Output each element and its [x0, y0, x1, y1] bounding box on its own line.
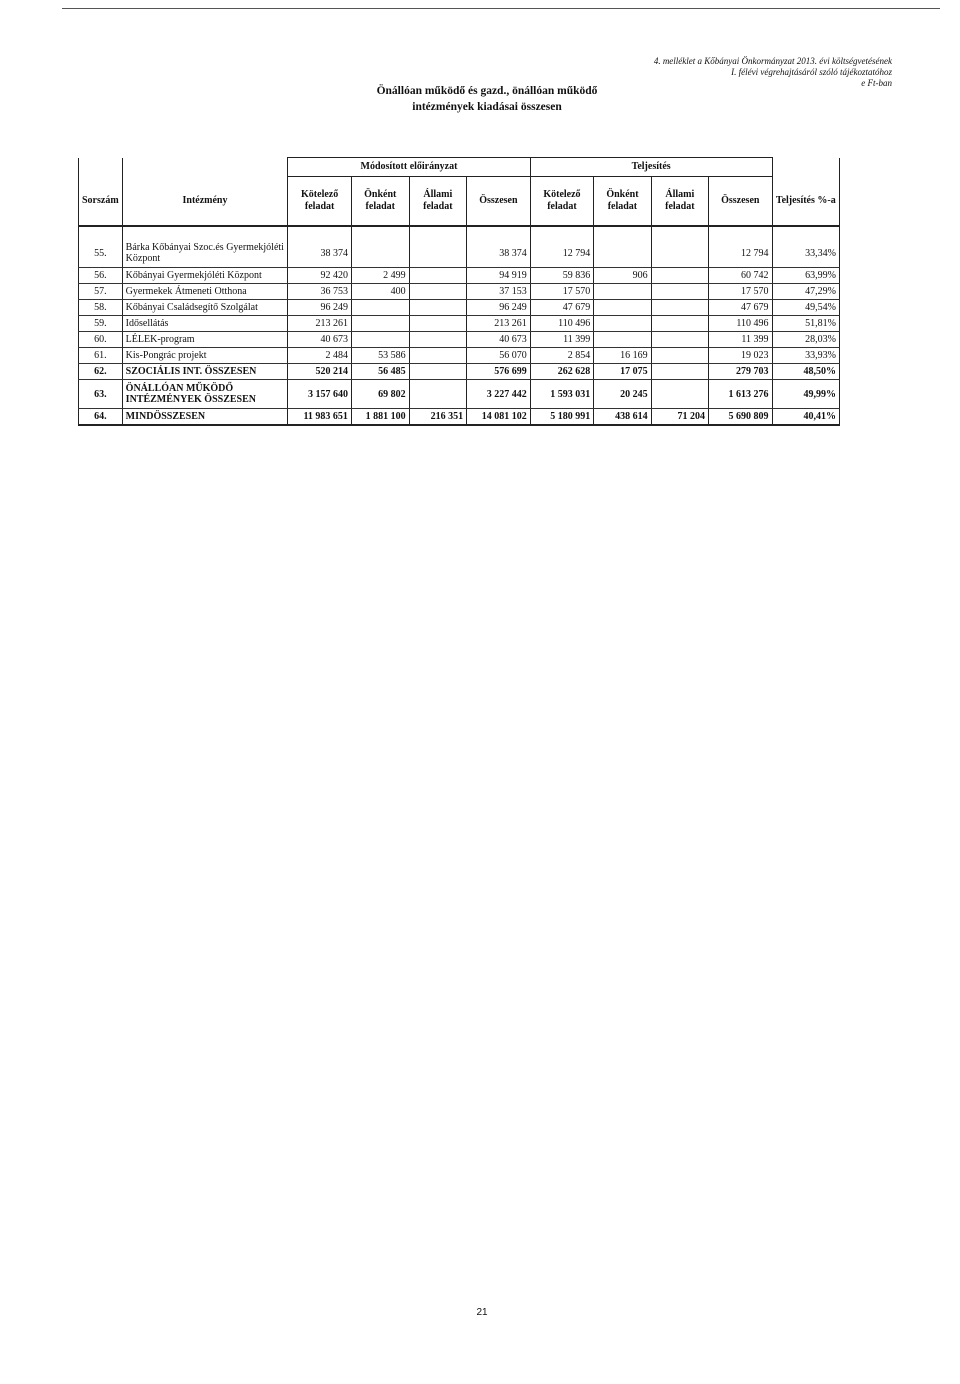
- annex-note-line1: 4. melléklet a Kőbányai Önkormányzat 2013. évi költségvetésének: [653, 56, 892, 66]
- act-onkent: [594, 239, 651, 268]
- col-header-percent: Teljesítés %-a: [772, 177, 839, 227]
- row-number: 59.: [79, 316, 123, 332]
- completion-percent: 49,54%: [772, 300, 839, 316]
- act-osszesen: 110 496: [709, 316, 773, 332]
- row-number: 57.: [79, 284, 123, 300]
- mod-osszesen: 38 374: [467, 239, 531, 268]
- mod-allami: [409, 364, 466, 380]
- act-onkent: 20 245: [594, 380, 651, 409]
- row-number: 62.: [79, 364, 123, 380]
- table-row: [79, 268, 840, 284]
- act-osszesen: 5 690 809: [709, 409, 773, 426]
- mod-osszesen: 14 081 102: [467, 409, 531, 426]
- act-onkent: [594, 300, 651, 316]
- col-header-intezmeny: Intézmény: [122, 177, 288, 227]
- act-allami: [651, 284, 708, 300]
- mod-osszesen: 3 227 442: [467, 380, 531, 409]
- mod-osszesen: 96 249: [467, 300, 531, 316]
- completion-percent: 28,03%: [772, 332, 839, 348]
- expenditure-table: [78, 157, 840, 426]
- act-osszesen: 60 742: [709, 268, 773, 284]
- act-allami: 71 204: [651, 409, 708, 426]
- act-onkent: 17 075: [594, 364, 651, 380]
- table-row: [79, 239, 840, 268]
- col-header-mod-allami: Állami feladat: [409, 177, 466, 227]
- page-title-line2: intézmények kiadásai összesen: [412, 101, 562, 113]
- mod-allami: [409, 239, 466, 268]
- mod-kotelezo: 213 261: [288, 316, 352, 332]
- act-osszesen: 17 570: [709, 284, 773, 300]
- act-onkent: 906: [594, 268, 651, 284]
- mod-kotelezo: 38 374: [288, 239, 352, 268]
- institution-name: Idősellátás: [122, 316, 288, 332]
- mod-onkent: [351, 316, 409, 332]
- act-onkent: [594, 284, 651, 300]
- mod-kotelezo: 11 983 651: [288, 409, 352, 426]
- act-allami: [651, 300, 708, 316]
- institution-name: MINDÖSSZESEN: [122, 409, 288, 426]
- mod-kotelezo: 2 484: [288, 348, 352, 364]
- row-number: 61.: [79, 348, 123, 364]
- act-osszesen: 11 399: [709, 332, 773, 348]
- completion-percent: 33,93%: [772, 348, 839, 364]
- act-kotelezo: 5 180 991: [530, 409, 594, 426]
- act-allami: [651, 268, 708, 284]
- institution-name: SZOCIÁLIS INT. ÖSSZESEN: [122, 364, 288, 380]
- page-number: 21: [476, 1307, 488, 1318]
- act-kotelezo: 262 628: [530, 364, 594, 380]
- row-number: 56.: [79, 268, 123, 284]
- table-row: [79, 348, 840, 364]
- mod-onkent: 53 586: [351, 348, 409, 364]
- act-kotelezo: 17 570: [530, 284, 594, 300]
- institution-name: Kőbányai Családsegítő Szolgálat: [122, 300, 288, 316]
- table-row: [79, 284, 840, 300]
- mod-kotelezo: 36 753: [288, 284, 352, 300]
- act-kotelezo: 2 854: [530, 348, 594, 364]
- table-row: [79, 380, 840, 409]
- completion-percent: 51,81%: [772, 316, 839, 332]
- table-row: [79, 316, 840, 332]
- act-allami: [651, 239, 708, 268]
- mod-allami: [409, 284, 466, 300]
- col-header-sorszam: Sorszám: [79, 177, 123, 227]
- annex-note: [654, 56, 892, 89]
- institution-name: Gyermekek Átmeneti Otthona: [122, 284, 288, 300]
- mod-onkent: 2 499: [351, 268, 409, 284]
- act-allami: [651, 364, 708, 380]
- act-osszesen: 12 794: [709, 239, 773, 268]
- act-onkent: [594, 332, 651, 348]
- mod-osszesen: 213 261: [467, 316, 531, 332]
- page-title: [372, 83, 602, 115]
- table-row: [79, 409, 840, 426]
- act-allami: [651, 316, 708, 332]
- act-kotelezo: 110 496: [530, 316, 594, 332]
- act-allami: [651, 380, 708, 409]
- mod-onkent: [351, 239, 409, 268]
- mod-onkent: 1 881 100: [351, 409, 409, 426]
- institution-name: Kis-Pongrác projekt: [122, 348, 288, 364]
- row-number: 58.: [79, 300, 123, 316]
- mod-kotelezo: 40 673: [288, 332, 352, 348]
- mod-onkent: 56 485: [351, 364, 409, 380]
- annex-note-line2: I. félévi végrehajtásáról szóló tájékoztatóhoz: [731, 67, 892, 77]
- act-allami: [651, 348, 708, 364]
- row-number: 64.: [79, 409, 123, 426]
- group-header-actual: Teljesítés: [530, 158, 772, 177]
- act-osszesen: 1 613 276: [709, 380, 773, 409]
- mod-allami: [409, 332, 466, 348]
- row-number: 55.: [79, 239, 123, 268]
- table-row: [79, 364, 840, 380]
- act-kotelezo: 12 794: [530, 239, 594, 268]
- completion-percent: 40,41%: [772, 409, 839, 426]
- mod-allami: 216 351: [409, 409, 466, 426]
- completion-percent: 49,99%: [772, 380, 839, 409]
- act-kotelezo: 47 679: [530, 300, 594, 316]
- mod-allami: [409, 316, 466, 332]
- row-number: 60.: [79, 332, 123, 348]
- group-header-modified: Módosított előirányzat: [288, 158, 530, 177]
- table-row: [79, 332, 840, 348]
- top-rule: [62, 8, 940, 9]
- mod-onkent: 69 802: [351, 380, 409, 409]
- completion-percent: 47,29%: [772, 284, 839, 300]
- act-onkent: 16 169: [594, 348, 651, 364]
- col-header-mod-kotelezo: Kötelező feladat: [288, 177, 352, 227]
- col-header-mod-osszesen: Összesen: [467, 177, 531, 227]
- row-number: 63.: [79, 380, 123, 409]
- act-osszesen: 279 703: [709, 364, 773, 380]
- col-header-act-osszesen: Összesen: [709, 177, 773, 227]
- mod-allami: [409, 380, 466, 409]
- mod-onkent: [351, 332, 409, 348]
- mod-allami: [409, 300, 466, 316]
- col-header-mod-onkent: Önként feladat: [351, 177, 409, 227]
- mod-osszesen: 40 673: [467, 332, 531, 348]
- act-onkent: 438 614: [594, 409, 651, 426]
- col-header-act-kotelezo: Kötelező feladat: [530, 177, 594, 227]
- mod-osszesen: 56 070: [467, 348, 531, 364]
- institution-name: Kőbányai Gyermekjóléti Központ: [122, 268, 288, 284]
- institution-name: Bárka Kőbányai Szoc.és Gyermekjóléti Központ: [122, 239, 288, 268]
- mod-osszesen: 576 699: [467, 364, 531, 380]
- mod-onkent: 400: [351, 284, 409, 300]
- mod-kotelezo: 96 249: [288, 300, 352, 316]
- mod-kotelezo: 520 214: [288, 364, 352, 380]
- institution-name: LÉLEK-program: [122, 332, 288, 348]
- act-osszesen: 19 023: [709, 348, 773, 364]
- mod-onkent: [351, 300, 409, 316]
- page-title-line1: Önállóan működő és gazd., önállóan működő: [376, 85, 598, 97]
- mod-kotelezo: 92 420: [288, 268, 352, 284]
- completion-percent: 48,50%: [772, 364, 839, 380]
- table-row: [79, 300, 840, 316]
- mod-kotelezo: 3 157 640: [288, 380, 352, 409]
- act-allami: [651, 332, 708, 348]
- mod-osszesen: 37 153: [467, 284, 531, 300]
- act-onkent: [594, 316, 651, 332]
- mod-allami: [409, 348, 466, 364]
- act-kotelezo: 1 593 031: [530, 380, 594, 409]
- act-kotelezo: 59 836: [530, 268, 594, 284]
- act-osszesen: 47 679: [709, 300, 773, 316]
- completion-percent: 33,34%: [772, 239, 839, 268]
- annex-note-unit: e Ft-ban: [861, 78, 892, 88]
- institution-name: ÖNÁLLÓAN MŰKÖDŐ INTÉZMÉNYEK ÖSSZESEN: [122, 380, 288, 409]
- completion-percent: 63,99%: [772, 268, 839, 284]
- act-kotelezo: 11 399: [530, 332, 594, 348]
- col-header-act-onkent: Önként feladat: [594, 177, 651, 227]
- col-header-act-allami: Állami feladat: [651, 177, 708, 227]
- mod-allami: [409, 268, 466, 284]
- mod-osszesen: 94 919: [467, 268, 531, 284]
